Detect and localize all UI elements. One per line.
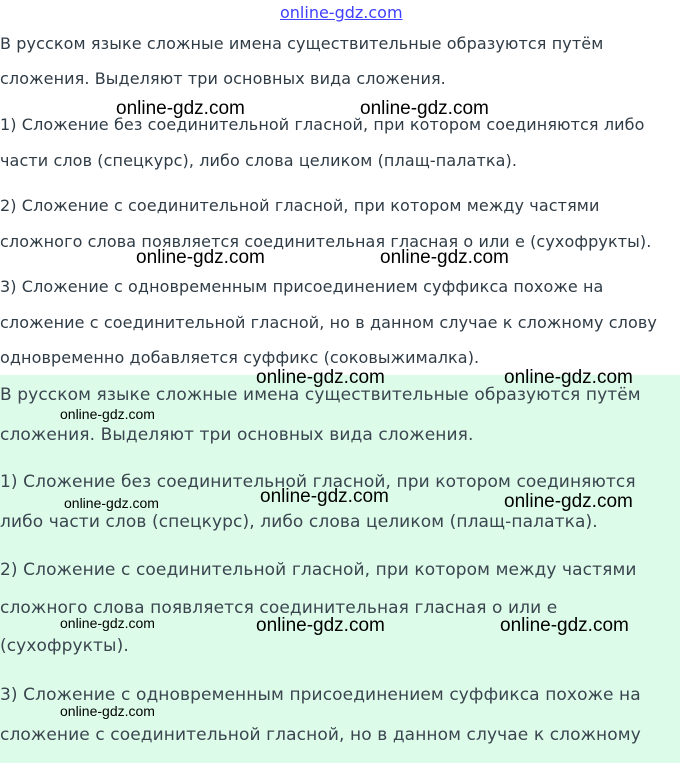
text-line: сложного слова появляется соединительная гласная о или е xyxy=(0,598,558,618)
text-line: 1) Сложение без соединительной гласной, при котором соединяются либо xyxy=(0,115,645,134)
watermark: online-gdz.com xyxy=(380,247,509,268)
text-line: В русском языке сложные имена существительные образуются путём xyxy=(0,34,604,53)
watermark: online-gdz.com xyxy=(256,615,385,636)
watermark: online-gdz.com xyxy=(500,615,629,636)
watermark: online-gdz.com xyxy=(504,491,633,512)
watermark: online-gdz.com xyxy=(60,703,155,719)
watermark: online-gdz.com xyxy=(504,367,633,388)
watermark: online-gdz.com xyxy=(60,406,155,422)
watermark: online-gdz.com xyxy=(360,98,489,119)
watermark: online-gdz.com xyxy=(136,247,265,268)
text-line: сложение с соединительной гласной, но в данном случае к сложному слову xyxy=(0,313,657,332)
text-line: 3) Сложение с одновременным присоединением суффикса похоже на xyxy=(0,685,641,705)
text-line: одновременно добавляется суффикс (соковыжималка). xyxy=(0,348,480,367)
watermark: online-gdz.com xyxy=(256,367,385,388)
watermark: online-gdz.com xyxy=(64,495,159,511)
text-line: 2) Сложение с соединительной гласной, при котором между частями xyxy=(0,196,600,215)
text-line: 3) Сложение с одновременным присоединением суффикса похоже на xyxy=(0,277,604,296)
text-line: (сухофрукты). xyxy=(0,636,129,656)
watermark: online-gdz.com xyxy=(260,486,389,507)
text-line: 2) Сложение с соединительной гласной, при котором между частями xyxy=(0,560,637,580)
text-line: В русском языке сложные имена существительные образуются путём xyxy=(0,385,641,405)
text-line: сложение с соединительной гласной, но в данном случае к сложному xyxy=(0,725,641,745)
site-link[interactable]: online-gdz.com xyxy=(280,3,403,22)
text-line: сложного слова появляется соединительная гласная о или е (сухофрукты). xyxy=(0,232,652,251)
text-line: сложения. Выделяют три основных вида сложения. xyxy=(0,425,474,445)
text-line: 1) Сложение без соединительной гласной, при котором соединяются xyxy=(0,472,636,492)
watermark: online-gdz.com xyxy=(116,98,245,119)
text-line: части слов (спецкурс), либо слова целиком (плащ-палатка). xyxy=(0,151,518,170)
text-line: сложения. Выделяют три основных вида сложения. xyxy=(0,69,446,88)
text-line: либо части слов (спецкурс), либо слова целиком (плащ-палатка). xyxy=(0,512,598,532)
watermark: online-gdz.com xyxy=(60,615,155,631)
